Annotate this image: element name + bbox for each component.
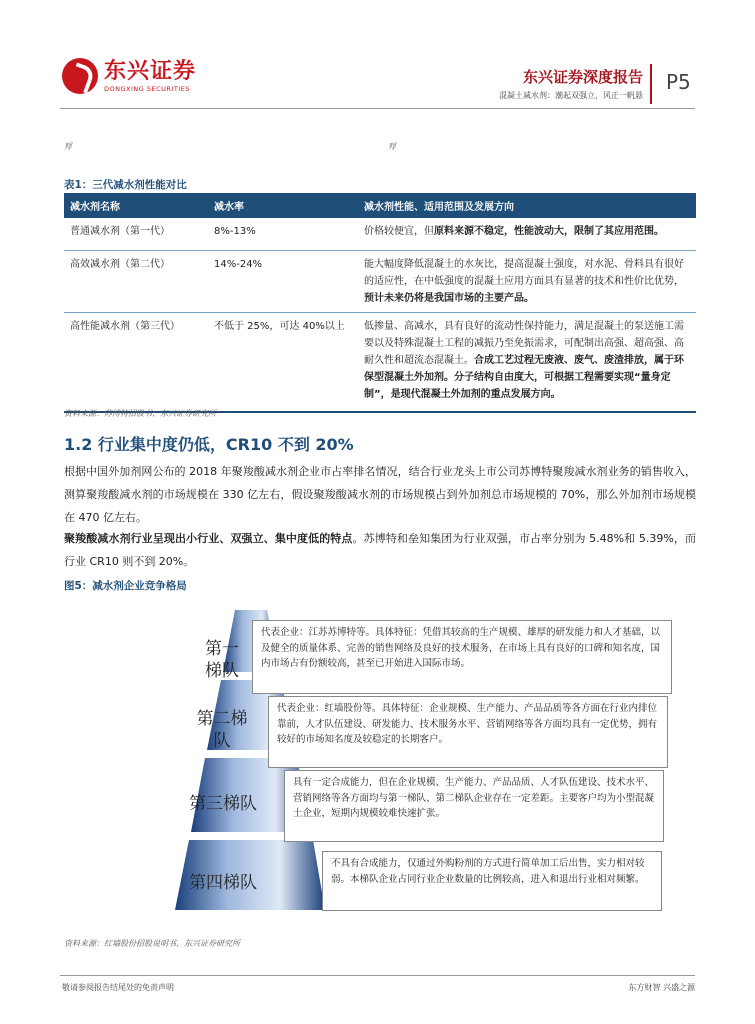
paragraph-2 — [64, 527, 696, 573]
brand-logo-icon — [62, 58, 98, 94]
footer-rule — [60, 975, 695, 976]
tier-description-3: 具有一定合成能力，但在企业规模、生产能力、产品品质、人才队伍建设、技术水平、营销网络等各方面均与第一梯队、第二梯队企业存在一定差距。主要客户均为小型混凝土企业，短期内规模较难快速扩张。 — [284, 770, 664, 842]
figure-source: 资料来源：红墙股份招股说明书、东兴证券研究所 — [64, 939, 240, 948]
brand-name-en: DONGXING SECURITIES — [104, 84, 190, 93]
desc-bold: 合成工艺过程无废液、废气、废渣排放，属于环保型混凝土外加剂。分子结构自由度大，可根据工程需要实现“量身定制”，是现代混凝土外加剂的重点发展方向。 — [364, 354, 684, 400]
header-desc: 减水剂性能、适用范围及发展方向 — [358, 193, 696, 218]
paragraph-1: 根据中国外加剂网公布的 2018 年聚羧酸减水剂企业市占率排名情况，结合行业龙头上市公司苏博特聚羧减水剂业务的销售收入，测算聚羧酸减水剂的市场规模在 330 亿左右，假设聚羧酸减水剂的市场规模占到外加剂总市场规模的 70%，那么外加剂市场规模在 470 亿左右。 — [64, 465, 696, 524]
table-caption: 表1：三代减水剂性能对比 — [64, 179, 187, 191]
figure-caption: 图5：减水剂企业竞争格局 — [64, 580, 187, 592]
header-rule — [60, 108, 695, 109]
header-name: 减水剂名称 — [64, 193, 208, 218]
page-header — [0, 0, 755, 112]
desc-plain: 能大幅度降低混凝土的水灰比，提高混凝土强度，对水泥、骨料具有很好的适应性，在中低强度的混凝土应用方面具有显著的技术和性价比优势， — [364, 258, 684, 287]
cell-name: 高性能减水剂（第三代） — [64, 312, 208, 412]
cell-rate: 14%-24% — [208, 250, 358, 312]
cell-desc — [358, 312, 696, 412]
cell-desc — [358, 218, 696, 250]
stub-text-right: 殍 — [388, 142, 396, 151]
tier-label-2: 第二梯队 — [196, 709, 248, 751]
table-row — [64, 312, 696, 412]
brand-name-cn: 东兴证券 — [104, 58, 197, 84]
comparison-table — [64, 193, 696, 413]
report-subtitle: 混凝土减水剂：潮起双强立，风正一帆悬 — [499, 91, 643, 100]
page-number: P5 — [666, 70, 691, 94]
cell-rate: 8%-13% — [208, 218, 358, 250]
report-title: 东兴证券深度报告 — [522, 68, 643, 86]
table-header-row — [64, 193, 696, 218]
footer-disclaimer: 敬请参阅报告结尾处的免责声明 — [62, 983, 174, 992]
paragraph-2-bold: 聚羧酸减水剂行业呈现出小行业、双强立、集中度低的特点 — [64, 532, 353, 545]
tier-description-4: 不具有合成能力，仅通过外购粉剂的方式进行简单加工后出售，实力相对较弱。本梯队企业占同行业企业数量的比例较高，进入和退出行业相对频繁。 — [322, 851, 662, 911]
tier-description-2: 代表企业：红墙股份等。具体特征：企业规模、生产能力、产品品质等各方面在行业内排位靠前，人才队伍建设、研发能力、技术服务水平、营销网络等各方面均具有一定优势，拥有较好的市场知名度及较稳定的长期客户。 — [268, 696, 668, 768]
cell-rate: 不低于 25%，可达 40%以上 — [208, 312, 358, 412]
paragraph-2-rest: 。苏博特和垒知集团为行业双强，市占率分别为 5.48%和 5.39%，而行业 CR10 则不到 20%。 — [64, 532, 696, 568]
table-row — [64, 218, 696, 250]
desc-plain: 低掺量、高减水，具有良好的流动性保持能力，满足混凝土的泵送施工需要以及特殊混凝土工程的减振乃至免振需求，可配制出高强、超高强、高耐久性和超流态混凝土。 — [364, 320, 684, 366]
tier-description-1: 代表企业：江苏苏博特等。具体特征：凭借其较高的生产规模、雄厚的研发能力和人才基础，以及健全的质量体系、完善的销售网络及良好的技术服务，在市场上具有良好的口碑和知名度，国内市场占有份额较高，甚至已开始进入国际市场。 — [252, 620, 672, 694]
desc-bold: 预计未来仍将是我国市场的主要产品。 — [364, 292, 534, 304]
brand-logo — [62, 58, 196, 94]
cell-name: 高效减水剂（第二代） — [64, 250, 208, 312]
header-rate: 减水率 — [208, 193, 358, 218]
tier-label-1: 第一梯队 — [205, 639, 239, 681]
table-source: 资料来源：苏博特招股书、东兴证券研究所 — [64, 409, 216, 418]
desc-plain: 价格较便宜，但 — [364, 226, 434, 237]
cell-desc — [358, 250, 696, 312]
desc-bold: 原料来源不稳定，性能波动大，限制了其应用范围。 — [434, 226, 664, 237]
footer-slogan: 东方财智 兴盛之源 — [628, 983, 695, 992]
tier-label-4: 第四梯队 — [189, 873, 257, 893]
section-title: 1.2 行业集中度仍低，CR10 不到 20% — [64, 435, 354, 454]
table-row — [64, 250, 696, 312]
tier-label-3: 第三梯队 — [189, 794, 257, 814]
stub-text-left: 殍 — [64, 142, 72, 151]
cell-name: 普通减水剂（第一代） — [64, 218, 208, 250]
header-divider — [650, 64, 652, 104]
